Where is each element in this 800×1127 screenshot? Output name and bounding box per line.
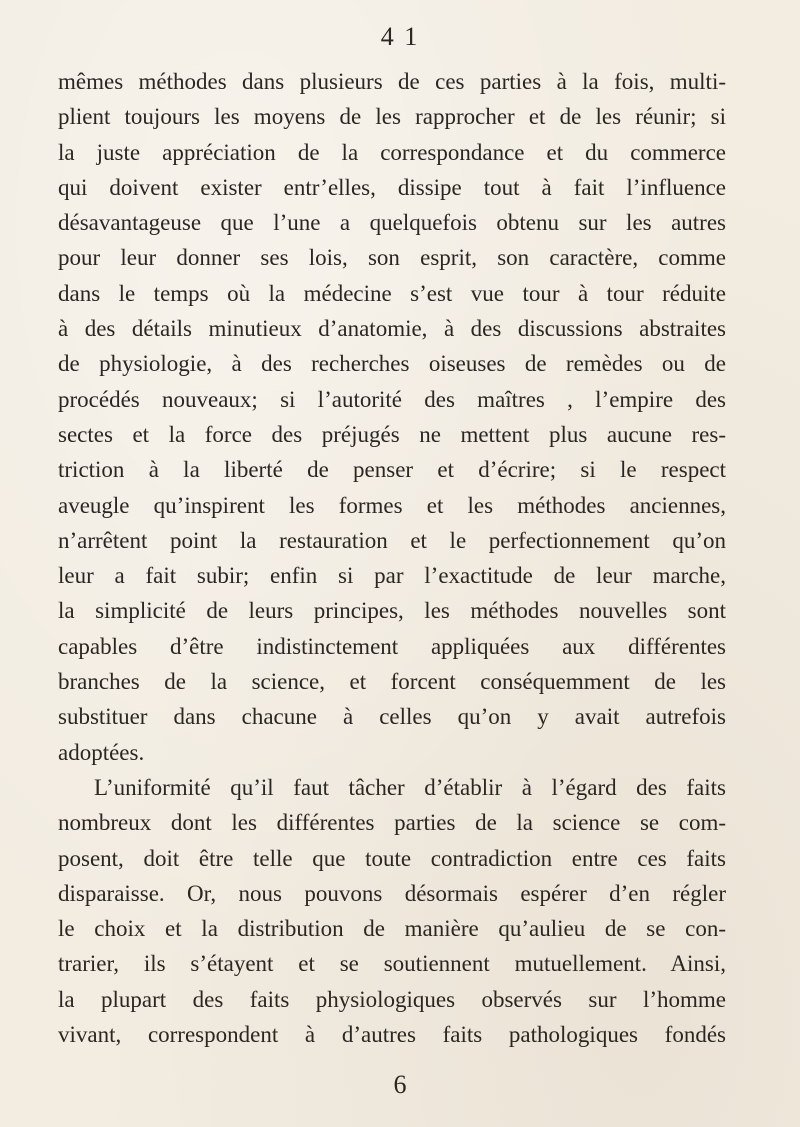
text-line: vivant, correspondent à d’autres faits pathologiques fondés — [58, 1022, 726, 1048]
text-line: branches de la science, et forcent conséquemment de les — [58, 669, 726, 695]
text-line: le choix et la distribution de manière qu’aulieu de se con- — [58, 916, 726, 942]
text-line: pour leur donner ses lois, son esprit, son caractère, comme — [58, 245, 726, 271]
paragraph-2 — [58, 770, 726, 1052]
text-line: procédés nouveaux; si l’autorité des maîtres , l’empire des — [58, 386, 726, 412]
text-line: aveugle qu’inspirent les formes et les méthodes anciennes, — [58, 492, 726, 518]
text-line: posent, doit être telle que toute contradiction entre ces faits — [58, 845, 726, 871]
text-line: n’arrêtent point la restauration et le perfectionnement qu’on — [58, 527, 726, 553]
text-line: L’uniformité qu’il faut tâcher d’établir à l’égard des faits — [94, 774, 726, 800]
text-line: capables d’être indistinctement appliquées aux différentes — [58, 633, 726, 659]
text-line: dans le temps où la médecine s’est vue tour à tour réduite — [58, 280, 726, 306]
page-number: 4 1 — [380, 22, 420, 51]
text-line: plient toujours les moyens de les rapprocher et de les réunir; si — [58, 104, 726, 130]
text-line: désavantageuse que l’une a quelquefois obtenu sur les autres — [58, 210, 726, 236]
text-line: adoptées. — [58, 739, 145, 765]
text-line: disparaisse. Or, nous pouvons désormais espérer d’en régler — [58, 880, 726, 906]
paragraph-1 — [58, 64, 726, 770]
text-line: la juste appréciation de la correspondance et du commerce — [58, 139, 726, 165]
text-line: triction à la liberté de penser et d’écrire; si le respect — [58, 457, 726, 483]
signature-mark: 6 — [393, 1070, 407, 1099]
text-line: à des détails minutieux d’anatomie, à des discussions abstraites — [58, 316, 726, 342]
text-line: sectes et la force des préjugés ne mettent plus aucune res- — [58, 421, 726, 447]
text-line: la simplicité de leurs principes, les méthodes nouvelles sont — [58, 598, 726, 624]
text-line: nombreux dont les différentes parties de la science se com- — [58, 810, 726, 836]
body-text — [58, 64, 726, 1052]
text-line: leur a fait subir; enfin si par l’exactitude de leur marche, — [58, 563, 726, 589]
text-line: substituer dans chacune à celles qu’on y avait autrefois — [58, 704, 726, 730]
text-line: qui doivent exister entr’elles, dissipe tout à fait l’influence — [58, 174, 726, 200]
text-line: trarier, ils s’étayent et se soutiennent mutuellement. Ainsi, — [58, 951, 726, 977]
text-line: de physiologie, à des recherches oiseuses de remèdes ou de — [58, 351, 726, 377]
text-line: mêmes méthodes dans plusieurs de ces parties à la fois, multi- — [58, 69, 726, 94]
text-line: la plupart des faits physiologiques observés sur l’homme — [58, 986, 726, 1012]
